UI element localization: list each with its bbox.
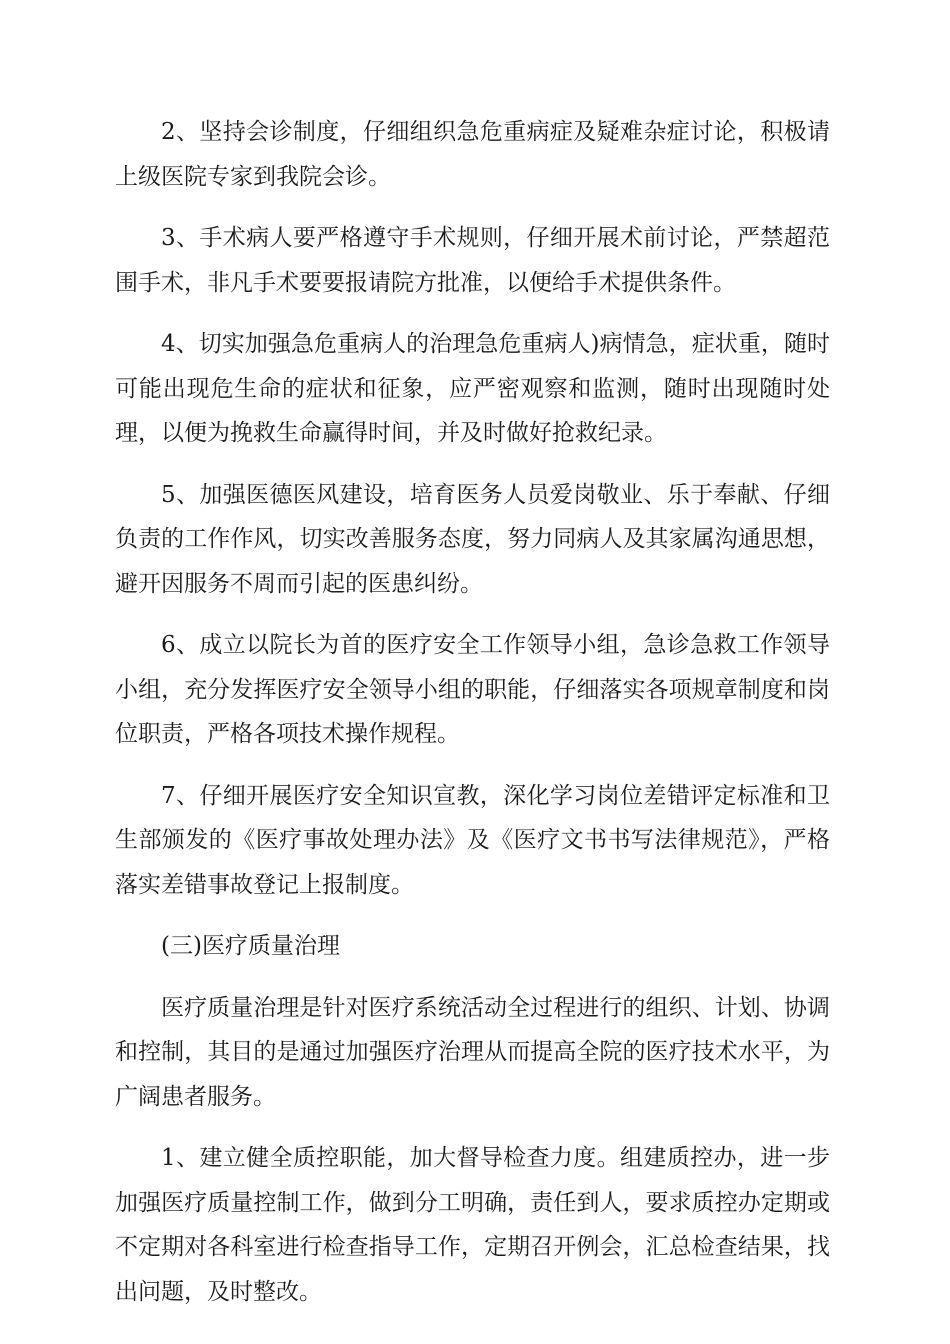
paragraph-medical-ethics: 5、加强医德医风建设，培育医务人员爱岗敬业、乐于奉献、仔细负责的工作作风，切实改善服务态度，努力同病人及其家属沟通思想，避开因服务不周而引起的医患纠纷。 (115, 481, 830, 597)
section-heading-quality-management: (三)医疗质量治理 (161, 933, 340, 959)
paragraph-surgery-rules: 3、手术病人要严格遵守手术规则，仔细开展术前讨论，严禁超范围手术，非凡手术要要报请院方批准，以便给手术提供条件。 (115, 225, 830, 296)
paragraph-quality-control: 1、建立健全质控职能，加大督导检查力度。组建质控办，进一步加强医疗质量控制工作，做到分工明确，责任到人，要求质控办定期或不定期对各科室进行检查指导工作，定期召开例会，汇总检查结果，找出问题，及时整改。 (115, 1145, 830, 1305)
paragraph-safety-education: 7、仔细开展医疗安全知识宣教，深化学习岗位差错评定标准和卫生部颁发的《医疗事故处理办法》及《医疗文书书写法律规范》，严格落实差错事故登记上报制度。 (115, 782, 830, 898)
document-body (115, 110, 830, 1331)
paragraph-safety-group: 6、成立以院长为首的医疗安全工作领导小组，急诊急救工作领导小组，充分发挥医疗安全领导小组的职能，仔细落实各项规章制度和岗位职责，严格各项技术操作规程。 (115, 632, 830, 747)
paragraph-critical-patients: 4、切实加强急危重病人的治理急危重病人)病情急，症状重，随时可能出现危生命的症状和征象，应严密观察和监测，随时出现随时处理，以便为挽救生命赢得时间，并及时做好抢救纪录。 (115, 331, 830, 446)
paragraph-consultation-system: 2、坚持会诊制度，仔细组织急危重病症及疑难杂症讨论，积极请上级医院专家到我院会诊。 (115, 119, 830, 190)
paragraph-quality-definition: 医疗质量治理是针对医疗系统活动全过程进行的组织、计划、协调和控制，其目的是通过加强医疗治理从而提高全院的医疗技术水平，为广阔患者服务。 (115, 994, 830, 1110)
